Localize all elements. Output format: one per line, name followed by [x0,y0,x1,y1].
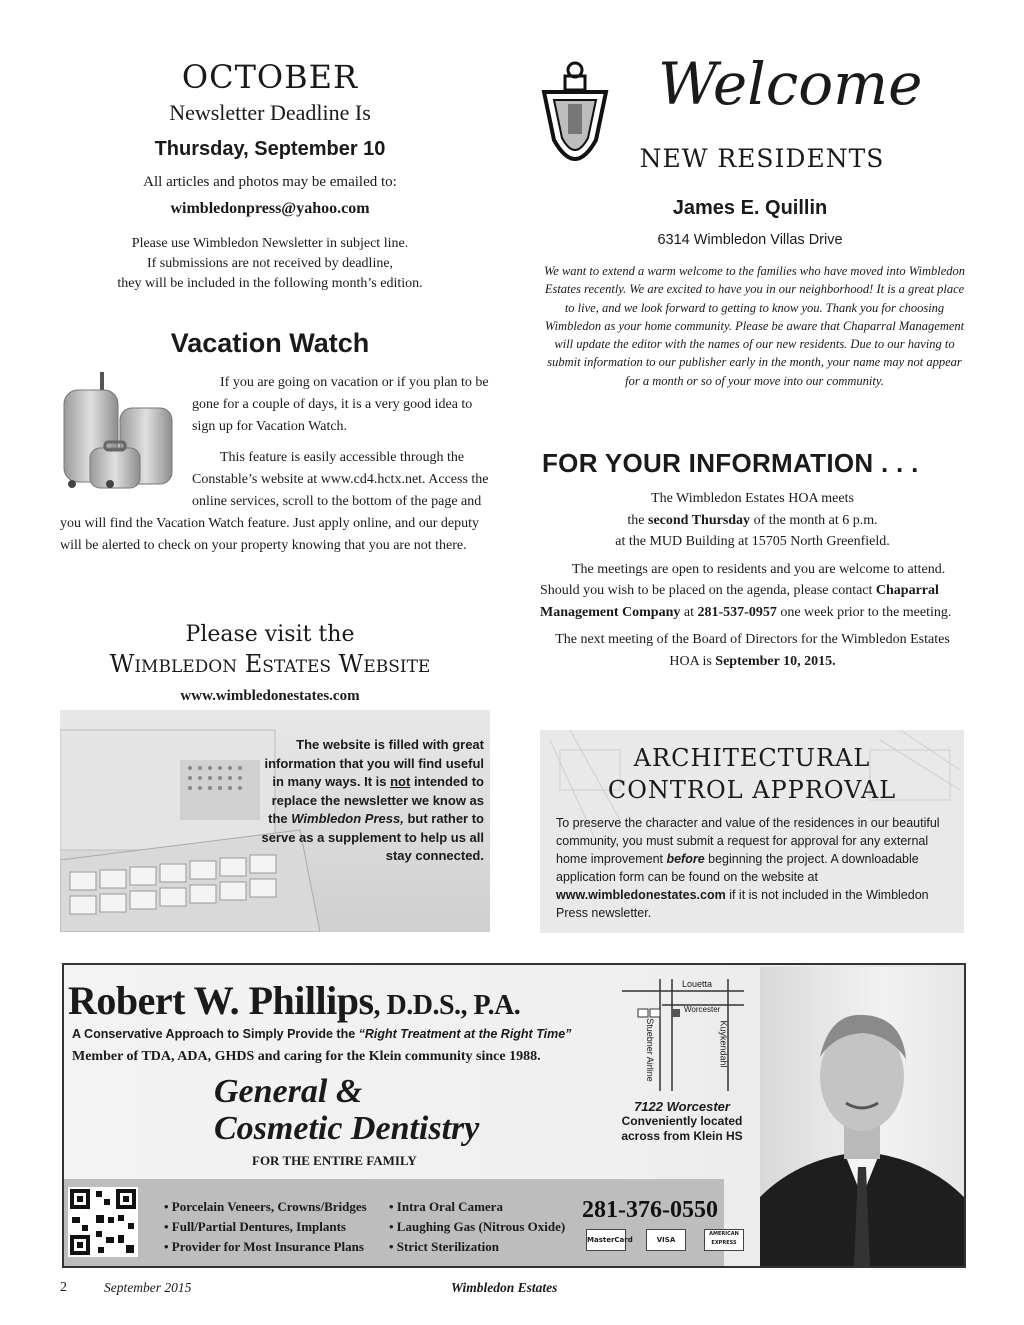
fyi-next-meeting: The next meeting of the Board of Directors for the Wimbledon Estates HOA is September 10, 2015. [555,632,950,669]
service-item: • Provider for Most Insurance Plans [164,1239,364,1254]
website-title-name: Wimbledon Estates Website [109,650,431,678]
door-knocker-icon [540,60,610,178]
welcome-heading: Welcome [658,50,923,118]
dentist-membership: Member of TDA, ADA, GHDS and caring for the Klein community since 1988. [72,1049,541,1064]
vacation-watch-para: If you are going on vacation or if you plan to be gone for a couple of days, it is a very good idea to sign up for Vacation Watch. [192,375,489,434]
architectural-body: To preserve the character and value of the residences in our beautiful community, you must submit a request for approval for any external home improvement before beginning the project. A downloadable application form can be found on the website at www.wimbledonestates.com if it is not included in the Wimbledon Press newsletter. [556,816,940,920]
visa-icon: VISA [646,1229,686,1251]
amex-icon: AMERICAN EXPRESS [704,1229,744,1251]
website-description: The website is filled with great information that you will find useful in many ways. It is not intended to replace the newsletter we know as the Wimbledon Press, but rather to serve as a supplement to help us all stay connected. [261,737,484,863]
deadline-notes [60,234,480,294]
vacation-watch-title: Vacation Watch [170,328,370,358]
dentist-address: 7122 Worcester Conveniently located across from Klein HS [621,1099,743,1143]
dentist-name: Robert W. Phillips, D.D.S., P.A. [68,978,521,1023]
fyi-agenda-info: The meetings are open to residents and you are welcome to attend. Should you wish to be placed on the agenda, please contact Chaparral Management Company at 281-537-0957 one week prior to the meeting. [540,561,952,620]
deadline-email-link[interactable]: wimbledonpress@yahoo.com [170,200,370,217]
architectural-box [540,730,964,933]
deadline-title: OCTOBER [181,58,359,96]
website-title: Please visit the [185,622,355,647]
luggage-image [60,372,188,492]
service-item: • Intra Oral Camera [389,1199,503,1214]
dentist-tagline: A Conservative Approach to Simply Provide the “Right Treatment at the Right Time” [72,1027,572,1041]
mastercard-icon: MasterCard [586,1229,626,1251]
service-item: • Full/Partial Dentures, Implants [164,1219,346,1234]
architectural-title: ARCHITECTURAL CONTROL APPROVAL [607,744,897,804]
qr-code-icon[interactable] [68,1187,138,1257]
map-label-louetta: Louetta [682,979,713,989]
deadline-note: they will be included in the following month’s edition. [117,276,423,291]
specialty-cosmetic: Cosmetic Dentistry [214,1110,480,1147]
specialty-general: General & [214,1073,363,1110]
service-item: • Laughing Gas (Nitrous Oxide) [389,1219,566,1234]
deadline-note: Please use Wimbledon Newsletter in subject line. [131,236,409,251]
dentist-portrait [760,967,964,1266]
resident-address: 6314 Wimbledon Villas Drive [657,232,843,248]
footer-page-number: 2 [60,1280,67,1295]
deadline-email-intro: All articles and photos may be emailed to: [143,174,397,190]
dentist-phone[interactable]: 281-376-0550 [582,1197,718,1223]
footer-publication: Wimbledon Estates [451,1280,558,1295]
resident-name: James E. Quillin [672,197,828,219]
dentist-advertisement [62,963,966,1268]
deadline-subtitle: Newsletter Deadline Is [169,100,371,125]
website-url-link[interactable]: www.wimbledonestates.com [180,688,360,704]
fyi-meeting-info: The Wimbledon Estates HOA meets the second Thursday of the month at 6 p.m. at the MUD Building at 15705 North Greenfield. [615,491,890,549]
vacation-watch-para: This feature is easily accessible through the Constable’s website at www.cd4.hctx.net. Access the online services, scroll to the bottom of the page and you will find the Vacation Watch feature. Just apply online, and our deputy will be alerted to check on your property knowing that you are not there. [60,450,489,553]
map-label-worcester: Worcester [684,1005,721,1014]
fyi-title: FOR YOUR INFORMATION . . . [542,448,919,478]
service-item: • Strict Sterilization [389,1239,499,1254]
fyi-body [540,488,965,678]
services-list-right [389,1197,565,1257]
deadline-note: If submissions are not received by deadline, [146,256,394,271]
welcome-message: We want to extend a warm welcome to the families who have moved into Wimbledon Estates recently. We are excited to have you in our neighborhood! It is a great place to live, and we look forward to getting to know you. Thank you for choosing Wimbledon as your home community. Please be aware that Chaparral Management will update the editor with the names of our new residents. Due to our having to submit information to our publisher early in the month, your name may not appear for a month or so of your move into our community. [544,264,965,388]
specialty-family: FOR THE ENTIRE FAMILY [252,1153,417,1168]
new-residents-heading: NEW RESIDENTS [639,144,885,173]
map-label-stuebner: Stuebner Airline [644,1018,655,1082]
vacation-watch-body [60,372,490,566]
location-map [622,979,744,1091]
services-list-left [164,1197,367,1257]
footer-date: September 2015 [104,1280,192,1295]
deadline-date: Thursday, September 10 [154,138,386,160]
map-label-kuykendahl: Kuykendahl [718,1020,729,1068]
service-item: • Porcelain Veneers, Crowns/Bridges [164,1199,367,1214]
